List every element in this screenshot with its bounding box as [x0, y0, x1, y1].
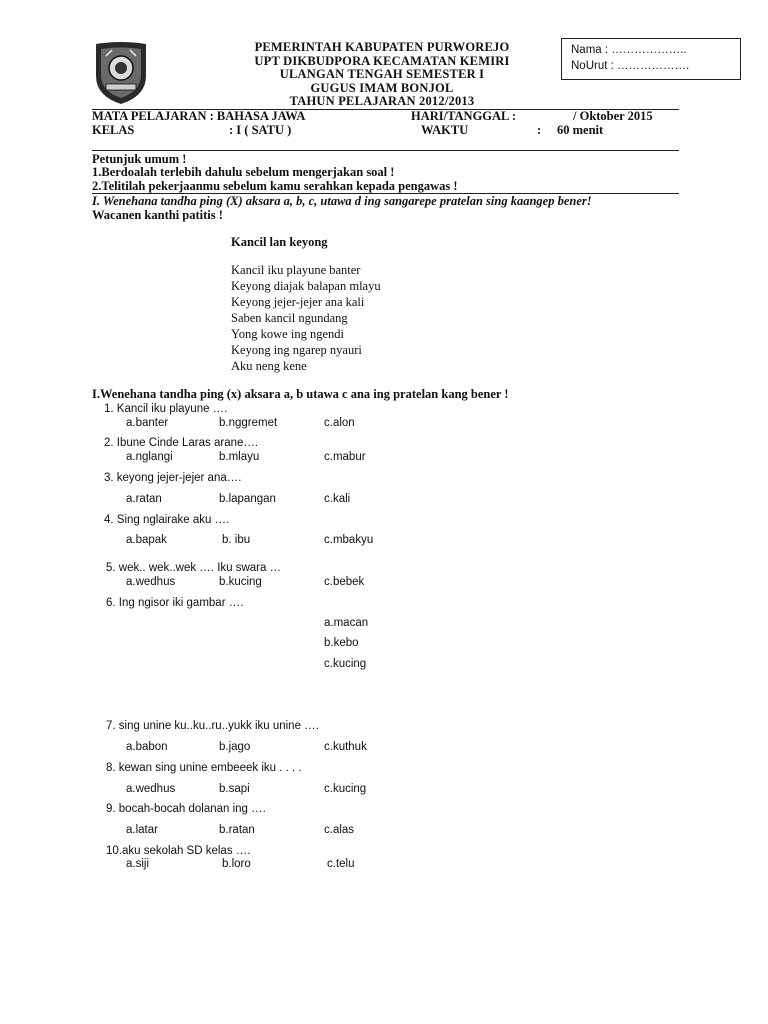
option-c[interactable]: c.bebek — [324, 576, 365, 588]
header-line-3: ULANGAN TENGAH SEMESTER I — [279, 67, 485, 81]
read-instruction: Wacanen kanthi patitis ! — [92, 208, 223, 222]
question-5: 5. wek.. wek..wek …. Iku swara … — [106, 562, 282, 574]
story-line: Kancil iku playune banter — [231, 263, 361, 277]
name-box — [561, 38, 741, 80]
option-b[interactable]: b.sapi — [219, 783, 250, 795]
story-line: Keyong ing ngarep nyauri — [231, 343, 362, 357]
question-7: 7. sing unine ku..ku..ru..yukk iku unine …. — [106, 720, 319, 732]
time-label: WAKTU — [421, 123, 469, 137]
option-a[interactable]: a.wedhus — [126, 783, 176, 795]
option-c[interactable]: c.kali — [324, 493, 351, 505]
question-3: 3. keyong jejer-jejer ana…. — [104, 472, 242, 484]
class-value: : I ( SATU ) — [229, 123, 292, 137]
time-value: 60 menit — [557, 123, 604, 137]
option-a[interactable]: a.ratan — [126, 493, 162, 505]
option-b[interactable]: b.kebo — [324, 637, 359, 649]
question-2: 2. Ibune Cinde Laras arane…. — [104, 437, 259, 449]
story-line: Keyong diajak balapan mlayu — [231, 279, 381, 293]
option-b[interactable]: b.jago — [219, 741, 251, 753]
story-line: Keyong jejer-jejer ana kali — [231, 295, 365, 309]
option-a[interactable]: a.siji — [126, 858, 150, 870]
option-a[interactable]: a.macan — [324, 617, 369, 629]
option-a[interactable]: a.bapak — [126, 534, 167, 546]
question-4: 4. Sing nglairake aku …. — [104, 514, 230, 526]
question-6: 6. Ing ngisor iki gambar …. — [106, 597, 244, 609]
option-a[interactable]: a.nglangi — [126, 451, 173, 463]
story-title: Kancil lan keyong — [231, 235, 328, 249]
option-c[interactable]: c.mbakyu — [324, 534, 374, 546]
question-9: 9. bocah-bocah dolanan ing …. — [106, 803, 266, 815]
date-label: HARI/TANGGAL : — [411, 109, 516, 123]
class-label: KELAS — [92, 123, 135, 137]
section-1-instruction: I. Wenehana tandha ping (X) aksara a, b, c, utawa d ing sangarepe pratelan sing kaangep bener! — [92, 194, 592, 208]
option-b[interactable]: b.lapangan — [219, 493, 276, 505]
divider — [92, 150, 679, 151]
option-b[interactable]: b.kucing — [219, 576, 262, 588]
instruction-2: 2.Telitilah pekerjaanmu sebelum kamu serahkan kepada pengawas ! — [92, 179, 458, 193]
section-2-instruction: I.Wenehana tandha ping (x) aksara a, b utawa c ana ing pratelan kang bener ! — [92, 387, 509, 401]
option-c[interactable]: c.kuthuk — [324, 741, 367, 753]
header-line-4: GUGUS IMAM BONJOL — [310, 81, 454, 95]
option-c[interactable]: c.kucing — [324, 783, 367, 795]
instructions-title: Petunjuk umum ! — [92, 152, 187, 166]
question-1: 1. Kancil iku playune …. — [104, 403, 228, 415]
option-b[interactable]: b.mlayu — [219, 451, 260, 463]
option-a[interactable]: a.latar — [126, 824, 158, 836]
option-c[interactable]: c.alas — [324, 824, 355, 836]
story-line: Yong kowe ing ngendi — [231, 327, 344, 341]
header-line-1: PEMERINTAH KABUPATEN PURWOREJO — [254, 40, 510, 54]
option-a[interactable]: a.babon — [126, 741, 168, 753]
story-line: Saben kancil ngundang — [231, 311, 348, 325]
subject-label: MATA PELAJARAN : BAHASA JAWA — [92, 109, 306, 123]
question-10: 10.aku sekolah SD kelas …. — [106, 845, 251, 857]
option-a[interactable]: a.banter — [126, 417, 169, 429]
time-colon: : — [537, 123, 542, 137]
option-a[interactable]: a.wedhus — [126, 576, 176, 588]
option-c[interactable]: c.alon — [324, 417, 355, 429]
option-c[interactable]: c.kucing — [324, 658, 367, 670]
option-c[interactable]: c.telu — [327, 858, 355, 870]
option-b[interactable]: b.ratan — [219, 824, 255, 836]
regency-emblem-icon — [92, 40, 150, 106]
date-value: / Oktober 2015 — [573, 109, 653, 123]
header-line-5: TAHUN PELAJARAN 2012/2013 — [289, 94, 475, 108]
number-field[interactable]: NoUrut : ………………. — [571, 60, 690, 72]
option-b[interactable]: b.nggremet — [219, 417, 278, 429]
option-b[interactable]: b.loro — [222, 858, 251, 870]
option-b[interactable]: b. ibu — [222, 534, 251, 546]
name-field[interactable]: Nama : ……………….. — [571, 44, 687, 56]
header-line-2: UPT DIKBUDPORA KECAMATAN KEMIRI — [254, 54, 510, 68]
option-c[interactable]: c.mabur — [324, 451, 366, 463]
question-8: 8. kewan sing unine embeeek iku . . . . — [106, 762, 302, 774]
story-line: Aku neng kene — [231, 359, 307, 373]
instruction-1: 1.Berdoalah terlebih dahulu sebelum mengerjakan soal ! — [92, 165, 395, 179]
